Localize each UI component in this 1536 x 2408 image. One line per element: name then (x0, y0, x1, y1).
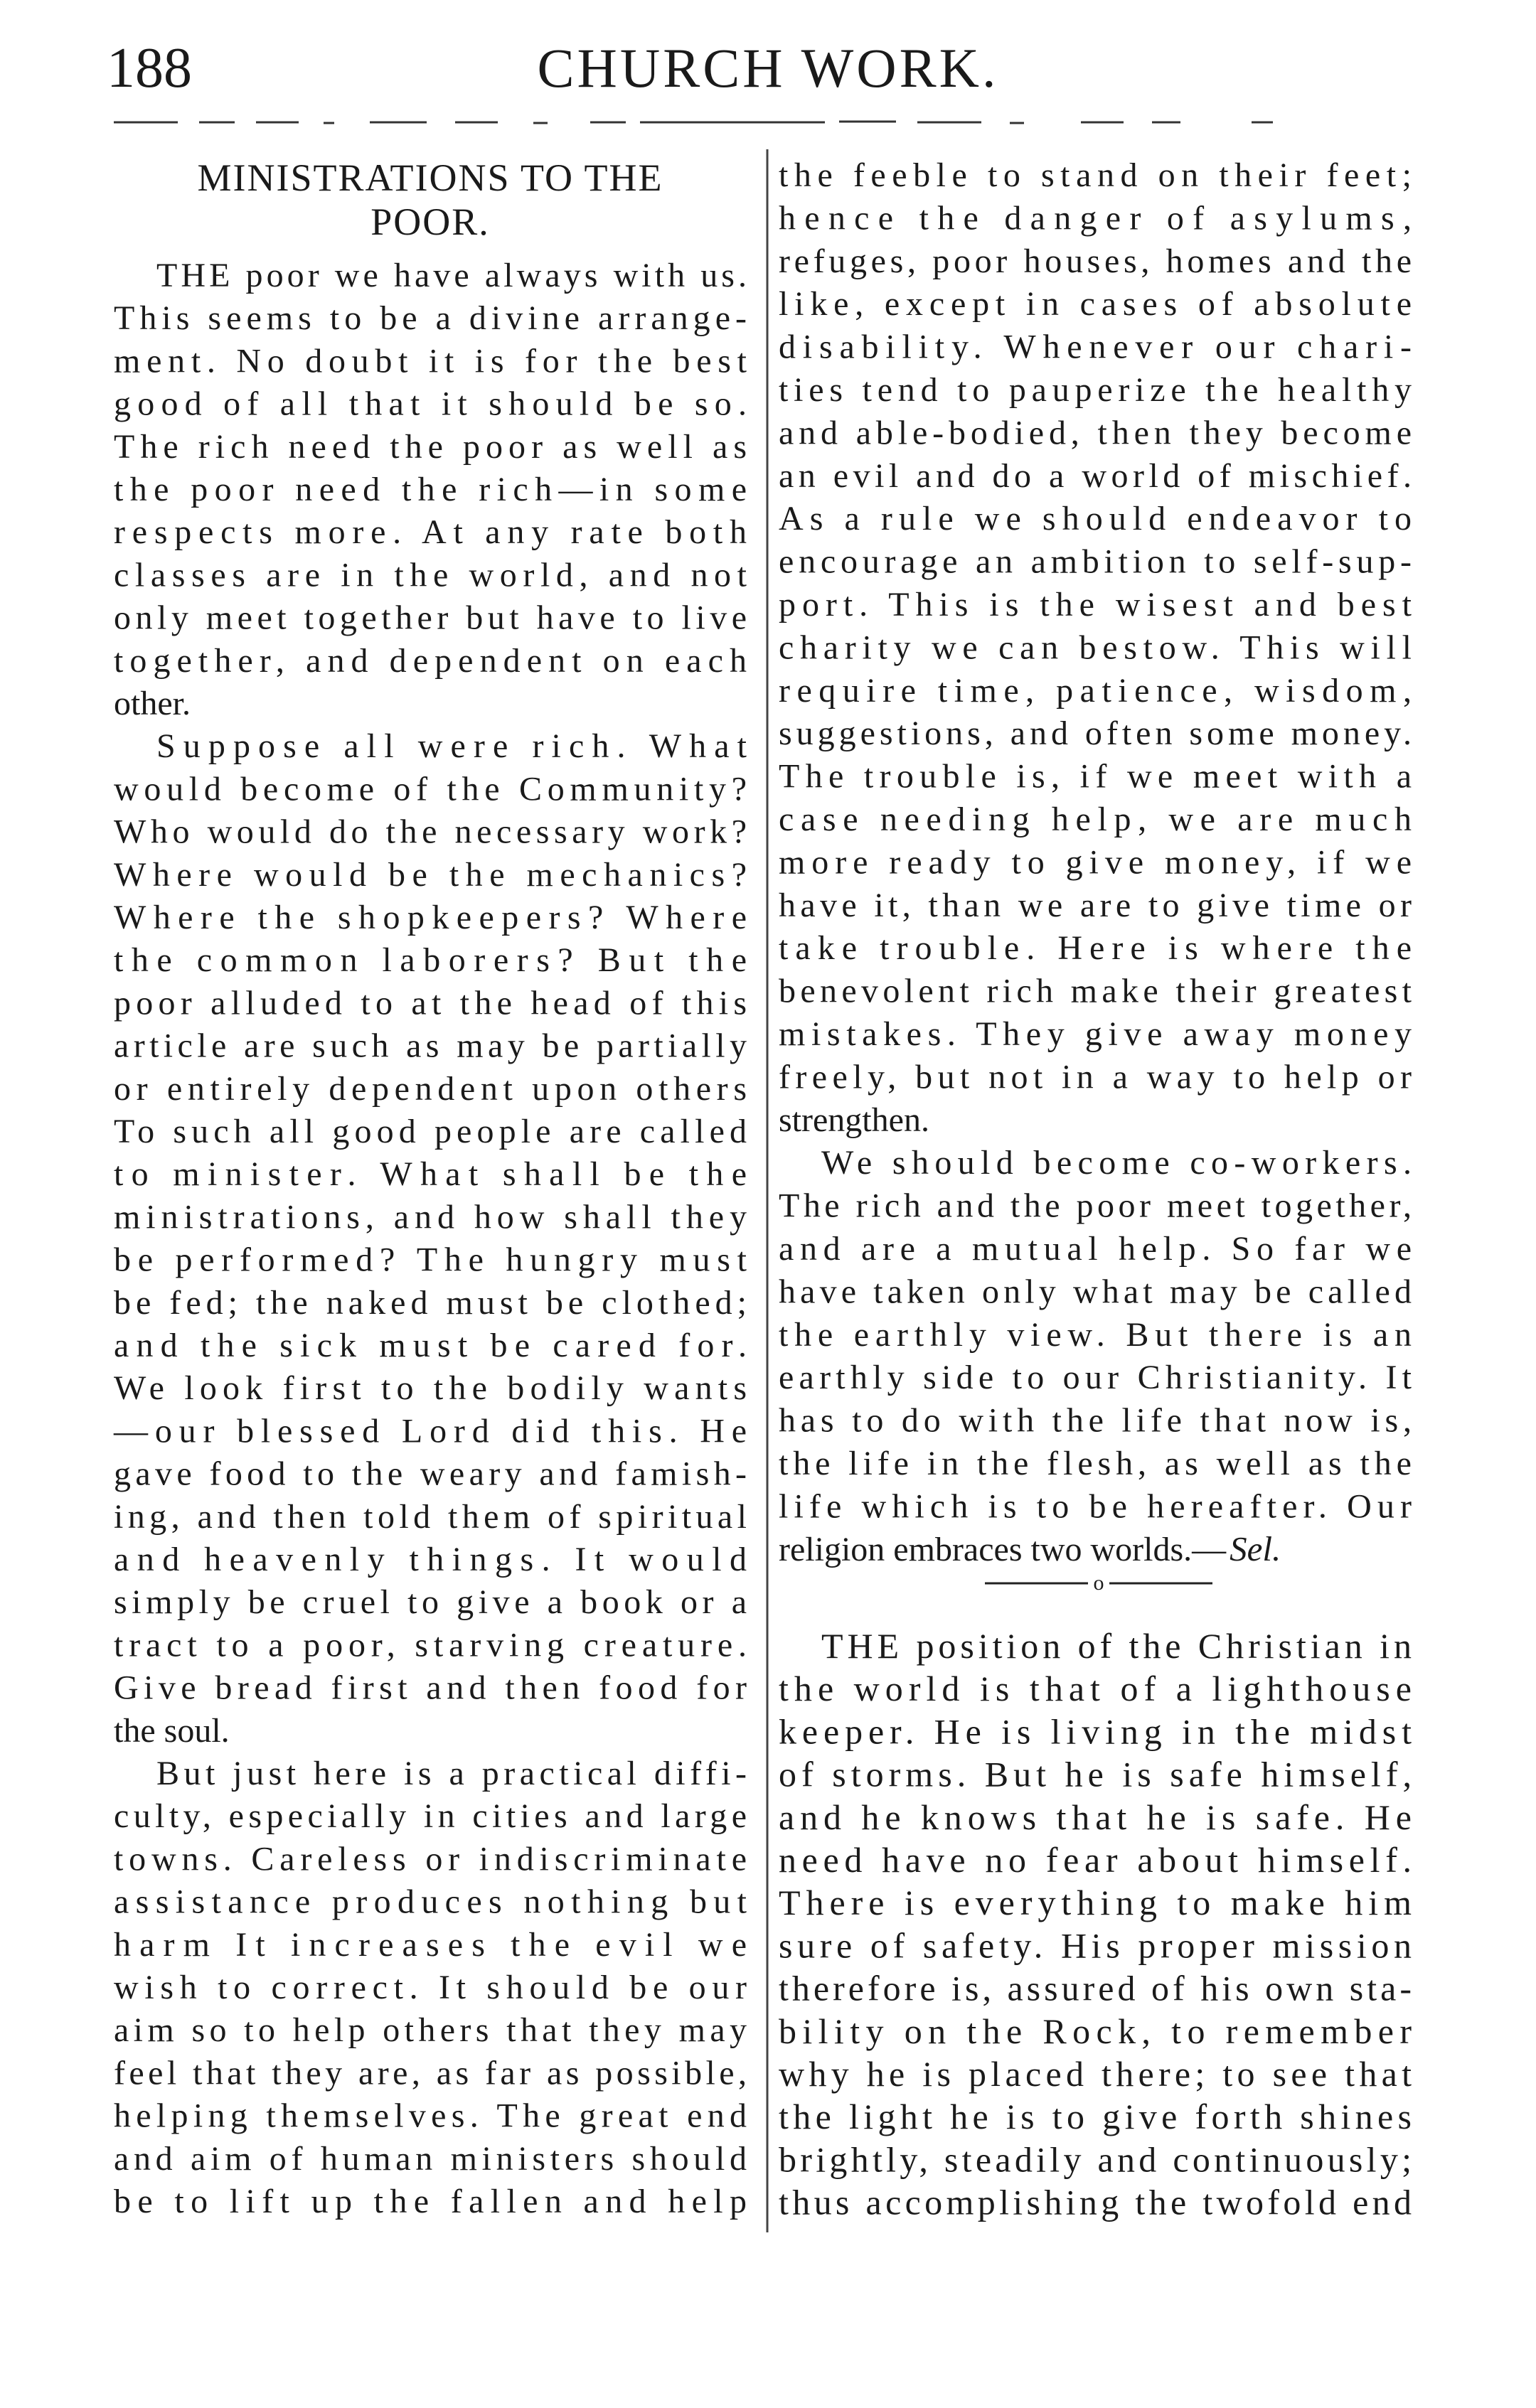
text-line: culty, especially in cities and large (114, 1797, 747, 1836)
text-line: encourage an ambition to self-sup- (779, 542, 1412, 581)
article-signature: Sel. (1230, 1529, 1281, 1568)
text-line: life which is to be hereafter. Our (779, 1487, 1412, 1526)
text-line: ministrations, and how shall they (114, 1198, 747, 1236)
text-line: ment. No doubt it is for the best (114, 342, 747, 380)
text-line: Give bread first and then food for (114, 1669, 747, 1707)
text-line: disability. Whenever our chari- (779, 328, 1412, 366)
text-line: mistakes. They give away money (779, 1015, 1412, 1053)
text-line: the world is that of a lighthouse (779, 1669, 1412, 1709)
running-title: CHURCH WORK. (537, 37, 999, 99)
text-line: the common laborers? But the (114, 941, 747, 980)
article-title-line-1: MINISTRATIONS TO THE (197, 156, 663, 199)
text-line: or entirely dependent upon others (114, 1069, 747, 1108)
text-line: keeper. He is living in the midst (779, 1711, 1412, 1752)
text-line: have taken only what may be called (779, 1273, 1412, 1311)
text-line: why he is placed there; to see that (779, 2054, 1412, 2094)
text-line: The trouble is, if we meet with a (779, 757, 1412, 796)
page-number: 188 (107, 37, 192, 100)
text-line: be fed; the naked must be clothed; (114, 1283, 747, 1322)
text-line: poor alluded to at the head of this (114, 984, 747, 1022)
text-line: port. This is the wisest and best (779, 586, 1412, 624)
text-line: the feeble to stand on their feet; (779, 156, 1412, 194)
text-line: —our blessed Lord did this. He (114, 1412, 747, 1450)
header-rule (114, 122, 1273, 123)
text-line: the earthly view. But there is an (779, 1315, 1412, 1354)
text-line: tract to a poor, starving creature. (114, 1626, 747, 1664)
text-line: harm It increases the evil we (114, 1925, 747, 1964)
text-line: only meet together but have to live (114, 599, 747, 637)
text-line: the poor need the rich—in some (114, 471, 747, 508)
text-line: But just here is a practical diffi- (156, 1755, 747, 1792)
text-line: refuges, poor houses, homes and the (779, 242, 1412, 280)
text-line: helping themselves. The great end (114, 2097, 747, 2135)
text-line: Suppose all were rich. What (156, 727, 747, 766)
text-line: other. (114, 685, 191, 722)
text-line: has to do with the life that now is, (779, 1401, 1412, 1440)
text-line: The rich and the poor meet together, (779, 1187, 1412, 1225)
text-line: case needing help, we are much (779, 801, 1412, 838)
text-line: and he knows that he is safe. He (779, 1797, 1412, 1837)
text-line: bility on the Rock, to remember (779, 2011, 1412, 2051)
text-line: charity we can bestow. This will (779, 628, 1412, 667)
text-line: and aim of human ministers should (114, 2139, 747, 2178)
second-article-body (779, 1626, 1412, 2222)
right-column-body (779, 156, 1412, 1568)
article-separator (985, 1571, 1212, 1595)
text-line: and able-bodied, then they become (779, 414, 1412, 452)
text-line: an evil and do a world of mischief. (779, 456, 1412, 495)
text-line: of storms. But he is safe himself, (779, 1754, 1412, 1794)
text-line: respects more. At any rate both (114, 513, 747, 552)
text-line: ing, and then told them of spiritual (114, 1497, 747, 1536)
text-line: article are such as may be partially (114, 1027, 747, 1065)
text-line: classes are in the world, and not (114, 556, 747, 594)
text-line: feel that they are, as far as possible, (114, 2054, 747, 2092)
text-line: Where would be the mechanics? (114, 855, 747, 894)
text-line: the light he is to give forth shines (779, 2097, 1412, 2137)
text-line: THE poor we have always with us. (156, 257, 747, 294)
text-line: would become of the Community? (114, 770, 747, 808)
text-line: the soul. (114, 1711, 230, 1750)
text-line: We should become co-workers. (821, 1144, 1412, 1182)
text-line: ties tend to pauperize the healthy (779, 371, 1412, 409)
text-line: We look first to the bodily wants (114, 1369, 747, 1408)
text-line: like, except in cases of absolute (779, 285, 1412, 323)
text-line: good of all that it should be so. (114, 385, 747, 423)
text-line: take trouble. Here is where the (779, 929, 1412, 968)
text-line: the life in the flesh, as well as the (779, 1445, 1412, 1482)
text-line: strengthen. (779, 1101, 929, 1139)
text-line: The rich need the poor as well as (114, 427, 747, 466)
text-line: earthly side to our Christianity. It (779, 1359, 1412, 1397)
text-line: wish to correct. It should be our (114, 1969, 747, 2006)
text-line: freely, but not in a way to help or (779, 1058, 1412, 1096)
text-line: to minister. What shall be the (114, 1155, 747, 1194)
text-line: To such all good people are called (114, 1113, 747, 1150)
text-line: Where the shopkeepers? Where (114, 899, 747, 936)
article-title-line-2: POOR. (370, 200, 490, 243)
text-line: benevolent rich make their greatest (779, 972, 1412, 1010)
text-line: There is everything to make him (779, 1883, 1412, 1923)
text-line: THE position of the Christian in (821, 1626, 1412, 1666)
text-line: be performed? The hungry must (114, 1241, 747, 1279)
text-line: and are a mutual help. So far we (779, 1230, 1412, 1268)
text-line: together, and dependent on each (114, 641, 747, 680)
text-line: thus accomplishing the twofold end (779, 2182, 1412, 2222)
text-line: hence the danger of asylums, (779, 199, 1412, 237)
text-line: brightly, steadily and continuously; (779, 2139, 1412, 2180)
text-line: suggestions, and often some money. (779, 715, 1412, 753)
text-line: and the sick must be cared for. (114, 1327, 747, 1364)
text-line: As a rule we should endeavor to (779, 500, 1412, 538)
text-line: gave food to the weary and famish- (114, 1455, 747, 1493)
text-line: require time, patience, wisdom, (779, 671, 1412, 710)
text-line: sure of safety. His proper mission (779, 1925, 1412, 1966)
text-line: and heavenly things. It would (114, 1541, 747, 1578)
text-line: assistance produces nothing but (114, 1883, 747, 1921)
text-line: more ready to give money, if we (779, 843, 1412, 882)
text-line: aim so to help others that they may (114, 2011, 747, 2050)
text-line: therefore is, assured of his own sta- (779, 1968, 1412, 2008)
text-line: need have no fear about himself. (779, 1840, 1412, 1880)
text-line: This seems to be a divine arrange- (114, 299, 747, 338)
text-line: towns. Careless or indiscriminate (114, 1840, 747, 1878)
text-line: simply be cruel to give a book or a (114, 1583, 747, 1622)
separator-ornament: o (1093, 1571, 1104, 1595)
text-line: religion embraces two worlds.— (779, 1530, 1227, 1568)
text-line: have it, than we are to give time or (779, 886, 1412, 924)
left-column-body (113, 257, 747, 2220)
text-line: be to lift up the fallen and help (114, 2183, 747, 2220)
text-line: Who would do the necessary work? (114, 813, 747, 851)
